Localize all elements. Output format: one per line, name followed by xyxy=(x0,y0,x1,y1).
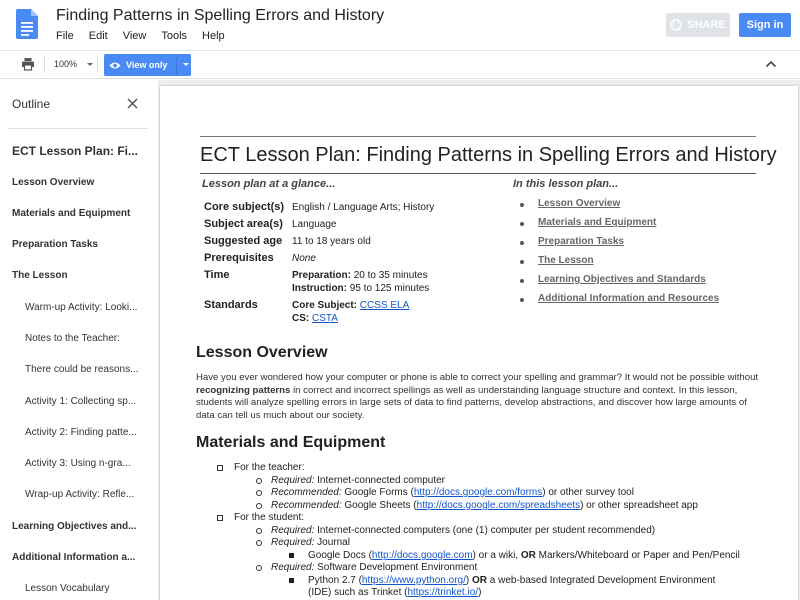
bullet xyxy=(256,490,262,496)
prerequisites-value xyxy=(292,253,316,264)
toc-link-preparation[interactable]: Preparation Tasks xyxy=(538,236,624,247)
instr-key: Instruction: xyxy=(292,283,347,294)
core-subject-label: Core subject(s) xyxy=(204,201,285,213)
outline-item[interactable]: Activity 3: Using n-gra... xyxy=(25,458,131,469)
instr-value: 95 to 125 minutes xyxy=(349,283,430,294)
menu-edit[interactable]: Edit xyxy=(88,30,108,42)
prerequisites-text: None xyxy=(292,253,316,264)
menu-bar xyxy=(56,30,240,42)
student-ide-option xyxy=(308,587,481,598)
subject-area-label: Subject area(s) xyxy=(204,218,283,230)
zoom-caret-icon[interactable] xyxy=(87,63,93,66)
view-mode-divider xyxy=(176,54,177,76)
overview-text-1: Have you ever wondered how your computer or phone is able to correct your spelling and grammar? It would not be possible without xyxy=(196,372,759,383)
s-req1-val: Internet-connected computers (one (1) computer per student recommended) xyxy=(317,525,656,536)
s-req2-val: Journal xyxy=(317,537,350,548)
s-doc-post: Markers/Whiteboard or Paper and Pen/Pencil xyxy=(535,550,740,561)
s-py-or: OR xyxy=(471,575,487,586)
trinket-link[interactable]: https://trinket.io/ xyxy=(407,587,479,598)
bullet xyxy=(256,565,262,571)
subject-area-value: Language xyxy=(292,219,337,230)
time-preparation xyxy=(292,270,428,281)
teacher-required xyxy=(271,475,445,486)
teacher-recommended-sheets xyxy=(271,500,698,511)
bullet xyxy=(520,279,524,283)
outline-item[interactable]: Lesson Overview xyxy=(12,177,95,188)
outline-item[interactable]: Materials and Equipment xyxy=(12,208,131,219)
s-py-post: a web-based Integrated Development Environment xyxy=(486,575,716,586)
prep-key: Preparation: xyxy=(292,270,351,281)
section-heading-materials: Materials and Equipment xyxy=(196,434,386,451)
standards-label: Standards xyxy=(204,299,258,311)
bullet xyxy=(217,465,223,471)
toolbar xyxy=(0,50,800,79)
view-mode-label: View only xyxy=(126,60,168,70)
document-title: Finding Patterns in Spelling Errors and History xyxy=(56,7,385,24)
t-rec1-post: ) or other survey tool xyxy=(542,487,634,498)
menu-file[interactable]: File xyxy=(56,30,74,42)
bullet xyxy=(520,222,524,226)
toolbar-divider xyxy=(97,57,98,73)
s-py-mid: ) xyxy=(465,575,472,586)
chevron-down-icon[interactable] xyxy=(183,63,189,66)
t-rec2-post: ) or other spreadsheet app xyxy=(580,500,698,511)
google-forms-link[interactable]: http://docs.google.com/forms xyxy=(413,487,543,498)
suggested-age-label: Suggested age xyxy=(204,235,283,247)
student-journal-options xyxy=(308,550,740,561)
outline-item[interactable]: Wrap-up Activity: Refle... xyxy=(25,489,135,500)
s-req1-key: Required: xyxy=(271,525,315,536)
s-ide-post: ) xyxy=(478,587,482,598)
prep-value: 20 to 35 minutes xyxy=(353,270,428,281)
outline-item[interactable]: The Lesson xyxy=(12,270,68,281)
csta-link[interactable]: CSTA xyxy=(312,313,338,324)
outline-item[interactable]: There could be reasons... xyxy=(25,364,139,375)
s-doc-or: OR xyxy=(520,550,536,561)
student-label: For the student: xyxy=(234,512,305,523)
close-icon[interactable] xyxy=(127,98,138,109)
menu-tools[interactable]: Tools xyxy=(161,30,188,42)
outline-item[interactable]: ECT Lesson Plan: Fi... xyxy=(12,144,139,158)
share-button[interactable] xyxy=(666,13,730,37)
student-required-software xyxy=(271,562,477,573)
teacher-recommended-forms xyxy=(271,487,634,498)
student-python-option xyxy=(308,575,715,586)
t-rec1-key: Recommended: xyxy=(271,487,342,498)
share-label: SHARE xyxy=(687,19,726,31)
menu-help[interactable]: Help xyxy=(202,30,225,42)
bullet xyxy=(520,260,524,264)
bullet xyxy=(520,241,524,245)
s-py-pre: Python 2.7 ( xyxy=(308,575,362,586)
toc-link-additional-info[interactable]: Additional Information and Resources xyxy=(538,293,720,304)
suggested-age-value: 11 to 18 years old xyxy=(292,236,371,247)
outline-panel xyxy=(0,80,158,600)
s-req2-key: Required: xyxy=(271,537,315,548)
toolbar-divider xyxy=(44,57,45,73)
glance-heading: Lesson plan at a glance... xyxy=(202,178,336,190)
time-label: Time xyxy=(204,269,230,281)
teacher-label: For the teacher: xyxy=(234,462,305,473)
s-doc-mid: ) or a wiki, xyxy=(472,550,521,561)
menu-view[interactable]: View xyxy=(122,30,147,42)
print-icon[interactable] xyxy=(21,57,35,71)
eye-icon xyxy=(109,61,121,70)
t-rec2-pre: Google Sheets ( xyxy=(344,500,417,511)
toc-link-materials[interactable]: Materials and Equipment xyxy=(538,217,657,228)
outline-item[interactable]: Additional Information a... xyxy=(12,552,136,563)
toc-link-lesson-overview[interactable]: Lesson Overview xyxy=(538,198,621,209)
zoom-select[interactable]: 100% xyxy=(54,59,78,69)
doc-heading: ECT Lesson Plan: Finding Patterns in Spelling Errors and History xyxy=(200,136,756,174)
outline-item[interactable]: Learning Objectives and... xyxy=(12,521,137,532)
outline-item[interactable]: Preparation Tasks xyxy=(12,239,98,250)
document-canvas[interactable] xyxy=(158,80,800,600)
standards-core xyxy=(292,300,409,311)
section-heading-overview: Lesson Overview xyxy=(196,344,328,361)
bullet xyxy=(256,540,262,546)
app-header xyxy=(0,0,800,50)
student-required-journal xyxy=(271,537,350,548)
outline-item[interactable]: Activity 2: Finding patte... xyxy=(25,427,137,438)
document-page xyxy=(160,86,798,600)
student-required-computers xyxy=(271,525,655,536)
time-instruction xyxy=(292,283,429,294)
t-rec2-key: Recommended: xyxy=(271,500,342,511)
toc-link-the-lesson[interactable]: The Lesson xyxy=(538,255,594,266)
google-docs-link[interactable]: http://docs.google.com xyxy=(371,550,473,561)
core-subject-value: English / Language Arts; History xyxy=(292,202,435,213)
view-only-button[interactable] xyxy=(104,54,191,76)
standards-cs xyxy=(292,313,338,324)
ccss-ela-link[interactable]: CCSS ELA xyxy=(359,300,410,311)
bullet xyxy=(256,478,262,484)
bullet xyxy=(217,515,223,521)
toc-heading: In this lesson plan... xyxy=(513,178,619,190)
bullet xyxy=(520,203,524,207)
core-subject-key: Core Subject: xyxy=(292,300,358,311)
python-link[interactable]: https://www.python.org/ xyxy=(361,575,466,586)
sign-in-button[interactable]: Sign in xyxy=(739,13,791,37)
overview-bold: recognizing patterns xyxy=(196,384,291,396)
bullet xyxy=(520,298,524,302)
outline-item[interactable]: Lesson Vocabulary xyxy=(25,583,110,594)
t-req-val: Internet-connected computer xyxy=(317,475,445,486)
prerequisites-label: Prerequisites xyxy=(204,252,274,264)
cs-key: CS: xyxy=(292,313,310,324)
bullet xyxy=(256,503,262,509)
t-req-key: Required: xyxy=(271,475,315,486)
outline-divider xyxy=(8,128,148,129)
outline-item[interactable]: Notes to the Teacher: xyxy=(25,333,120,344)
outline-title: Outline xyxy=(12,97,51,111)
google-sheets-link[interactable]: http://docs.google.com/spreadsheets xyxy=(416,500,581,511)
overview-paragraph xyxy=(196,372,762,422)
outline-item[interactable]: Activity 1: Collecting sp... xyxy=(25,396,137,407)
bullet xyxy=(289,578,294,583)
s-ide-pre: (IDE) such as Trinket ( xyxy=(308,587,408,598)
bullet xyxy=(256,528,262,534)
google-docs-icon[interactable] xyxy=(16,9,38,39)
s-req3-key: Required: xyxy=(271,562,315,573)
t-rec1-pre: Google Forms ( xyxy=(344,487,414,498)
outline-item[interactable]: Warm-up Activity: Looki... xyxy=(25,302,138,313)
bullet xyxy=(289,553,294,558)
globe-icon xyxy=(670,19,682,31)
s-doc-pre: Google Docs ( xyxy=(308,550,372,561)
overview-text-2: in correct and incorrect spellings as well as understanding language structure and context. In this lesson, students will analyze spelling errors in large sets of data to find patterns, develop abstractions, and discover how large amounts of data can tell us much about our society. xyxy=(196,384,747,421)
toc-link-objectives[interactable]: Learning Objectives and Standards xyxy=(538,274,706,285)
chevron-up-icon[interactable] xyxy=(765,59,777,69)
s-req3-val: Software Development Environment xyxy=(317,562,478,573)
